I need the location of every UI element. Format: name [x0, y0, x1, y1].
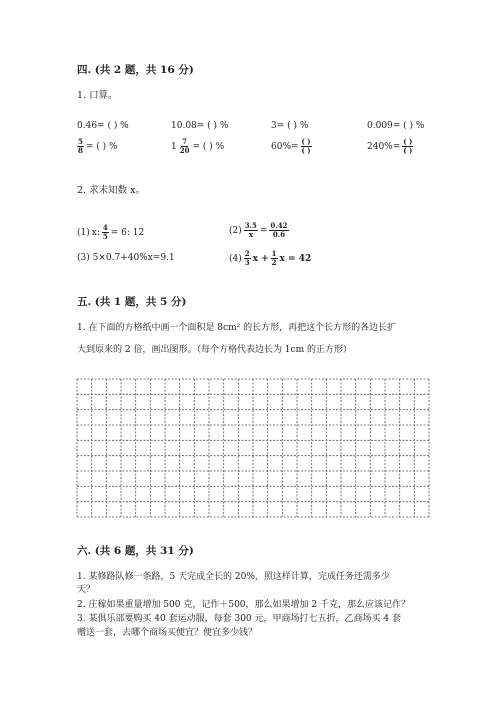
oral-calc-item: 10.08= ( ) %	[171, 121, 229, 131]
fraction: $\frac{5}{8}$	[78, 137, 83, 155]
equation-2: (2) $\frac{3.5}{x}$ = $\frac{0.42}{0.6}$	[229, 221, 288, 239]
fraction: $\frac{4}{5}$	[102, 223, 108, 241]
fraction: $\frac{3.5}{x}$	[244, 221, 257, 239]
section-4-heading: 四. (共 2 题，共 16 分)	[77, 64, 194, 76]
question-text: 1. 在下面的方格纸中画一个面积是 8cm² 的长方形，再把这个长方形的各边长扩	[77, 323, 397, 333]
square-grid-paper[interactable]	[76, 378, 430, 518]
fraction: $\frac{2}{3}$	[244, 249, 250, 267]
oral-calc-item: 3= ( ) %	[271, 121, 309, 131]
question-text: 2. 庄稼如果重量增加 500 克，记作＋500，那么如果增加 2 千克，那么应该记作？	[77, 600, 410, 610]
oral-calc-percent-item: 240%= $\frac{( )}{( )}$	[367, 137, 413, 155]
equation-4: (4) $\frac{2}{3}$ x + $\frac{1}{2}$ x = 42	[229, 249, 312, 267]
section-5-heading: 五. (共 1 题，共 5 分)	[77, 296, 187, 308]
equation-3: (3) 5×0.7+40%x=9.1	[77, 253, 175, 263]
equation-1: (1) x: $\frac{4}{5}$ = 6: 12	[77, 223, 145, 241]
oral-calc-fraction-item: $\frac{5}{8}$ = ( ) %	[78, 137, 118, 155]
fraction: $\frac{0.42}{0.6}$	[270, 221, 288, 239]
question-text: 3. 某俱乐部要购买 40 套运动服，每套 300 元，甲商场打七五折，乙商场买 4 套	[77, 614, 401, 624]
fraction: $\frac{1}{2}$	[271, 249, 277, 267]
question-text: 1. 某修路队修一条路，5 天完成全长的 20%，照这样计算，完成任务还需多少	[77, 572, 390, 582]
section-6-heading: 六. (共 6 题，共 31 分)	[77, 545, 194, 557]
oral-calc-item: 0.009= ( ) %	[367, 121, 425, 131]
question-text: 天？	[77, 585, 96, 595]
question-text: 赠送一套，去哪个商场买便宜？便宜多少钱？	[77, 628, 258, 638]
oral-calc-mixed-fraction-item: 1 $\frac{7}{20}$ = ( ) %	[171, 137, 225, 155]
question-2-title: 2. 求未知数 x。	[77, 185, 145, 196]
fraction-blank: $\frac{( )}{( )}$	[403, 137, 413, 155]
fraction: $\frac{7}{20}$	[179, 137, 190, 155]
question-text: 大到原来的 2 倍，画出图形。（每个方格代表边长为 1cm 的正方形）	[77, 345, 352, 355]
oral-calc-item: 0.46= ( ) %	[77, 121, 129, 131]
question-1-title: 1. 口算。	[77, 90, 118, 101]
oral-calc-percent-item: 60%= $\frac{( )}{( )}$	[271, 137, 311, 155]
fraction-blank: $\frac{( )}{( )}$	[301, 137, 311, 155]
